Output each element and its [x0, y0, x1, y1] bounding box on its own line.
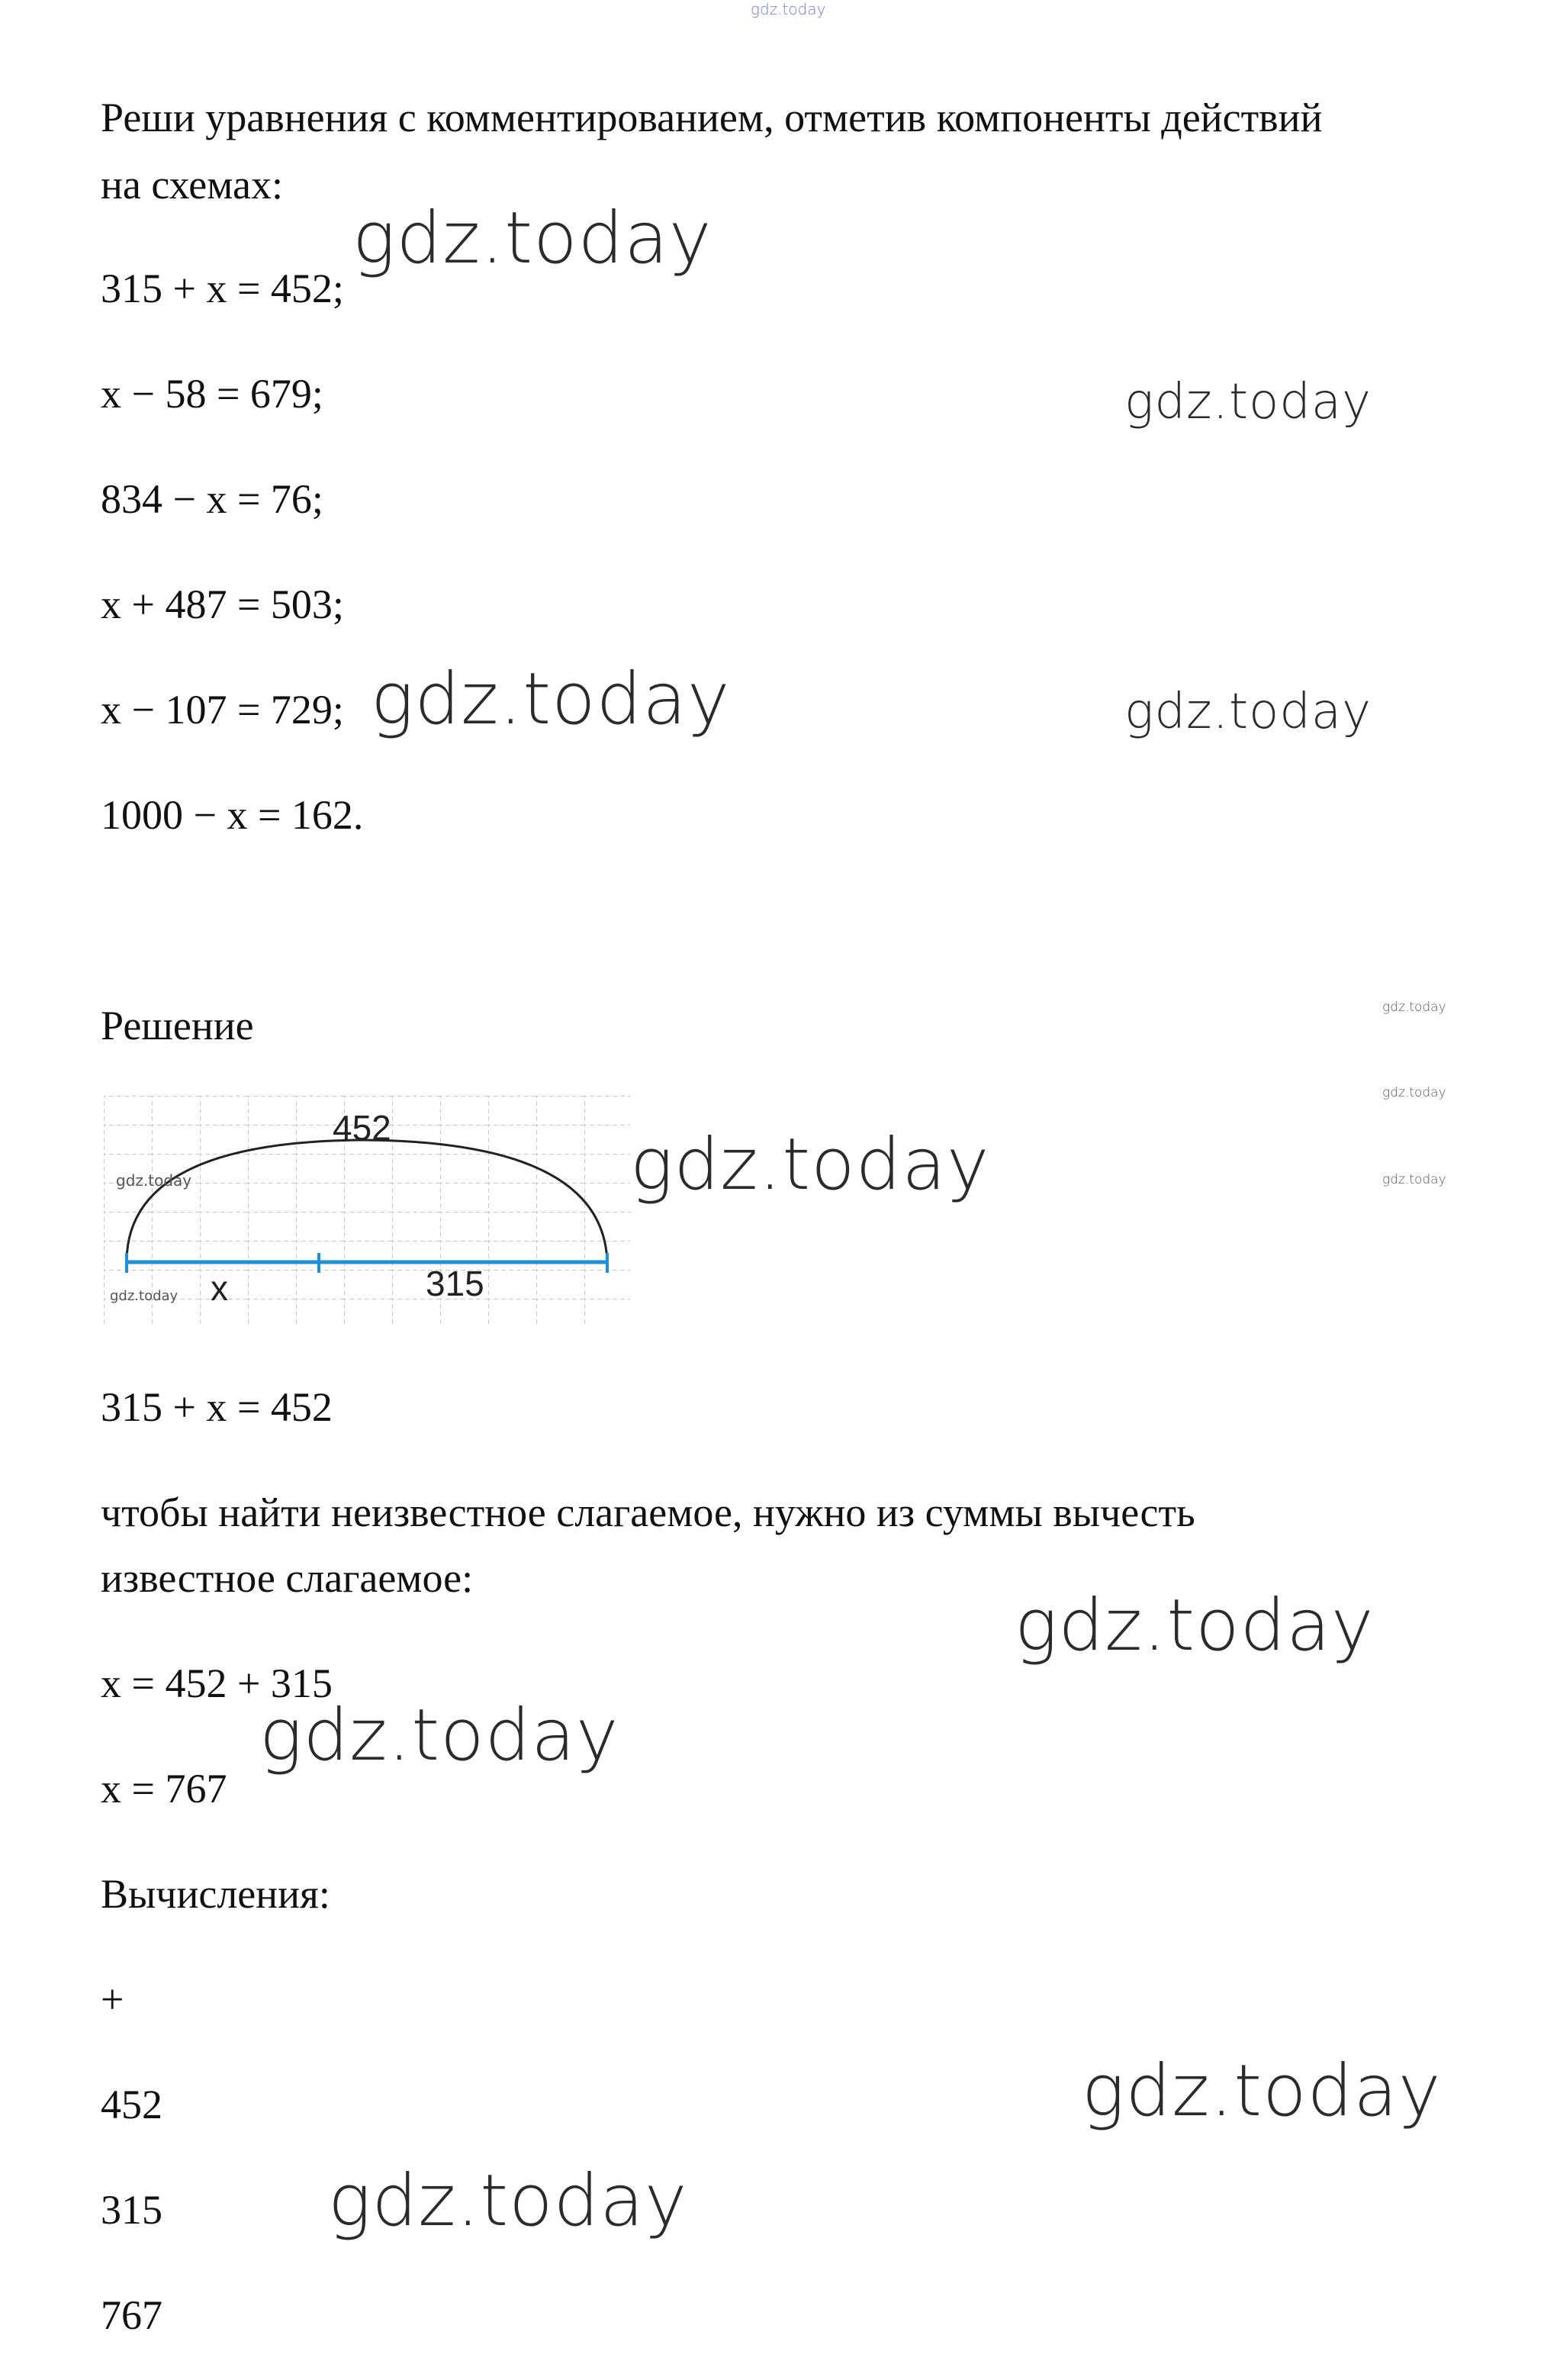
equation-3: 834 − x = 76;: [101, 476, 323, 522]
equation-6: 1000 − x = 162.: [101, 792, 364, 838]
watermark-3: gdz.today: [371, 658, 731, 741]
solution-step-2: x = 767: [101, 1766, 227, 1812]
calc-sign: +: [101, 1976, 124, 2022]
calc-heading: Вычисления:: [101, 1871, 330, 1917]
equation-5: x − 107 = 729;: [101, 687, 344, 733]
watermark-9: gdz.today: [1015, 1584, 1375, 1667]
watermark-1: gdz.today: [352, 197, 712, 280]
watermark-top: gdz.today: [751, 0, 826, 18]
equation-scheme: [104, 1096, 630, 1325]
watermark-10: gdz.today: [259, 1694, 619, 1777]
rule-line-2: известное слагаемое:: [101, 1555, 474, 1601]
scheme-label-unknown: x: [211, 1268, 228, 1308]
watermark-6: gdz.today: [1382, 1085, 1446, 1100]
task-text-line-2: на схемах:: [101, 162, 284, 208]
calc-operand-a: 452: [101, 2082, 162, 2127]
watermark-2: gdz.today: [1124, 374, 1372, 430]
watermark-8: gdz.today: [630, 1123, 990, 1206]
calc-operand-b: 315: [101, 2187, 162, 2233]
solution-heading: Решение: [101, 1003, 254, 1048]
solution-step-1: x = 452 + 315: [101, 1660, 333, 1706]
task-text-line-1: Реши уравнения с комментированием, отметив компоненты действий: [101, 95, 1323, 140]
watermark-4: gdz.today: [1124, 684, 1372, 740]
equation-4: x + 487 = 503;: [101, 581, 344, 627]
scheme-watermark-1: gdz.today: [116, 1171, 192, 1190]
watermark-5: gdz.today: [1382, 1000, 1446, 1015]
solution-equation: 315 + x = 452: [101, 1384, 333, 1430]
equation-1: 315 + x = 452;: [101, 266, 344, 311]
watermark-7: gdz.today: [1382, 1172, 1446, 1187]
equation-2: x − 58 = 679;: [101, 371, 323, 417]
scheme-label-known: 315: [426, 1264, 484, 1303]
watermark-11: gdz.today: [1082, 2050, 1442, 2133]
watermark-12: gdz.today: [328, 2159, 688, 2243]
scheme-label-total: 452: [333, 1108, 391, 1148]
calc-result: 767: [101, 2292, 162, 2338]
scheme-watermark-2: gdz.today: [110, 1288, 179, 1304]
rule-line-1: чтобы найти неизвестное слагаемое, нужно из суммы вычесть: [101, 1490, 1195, 1535]
